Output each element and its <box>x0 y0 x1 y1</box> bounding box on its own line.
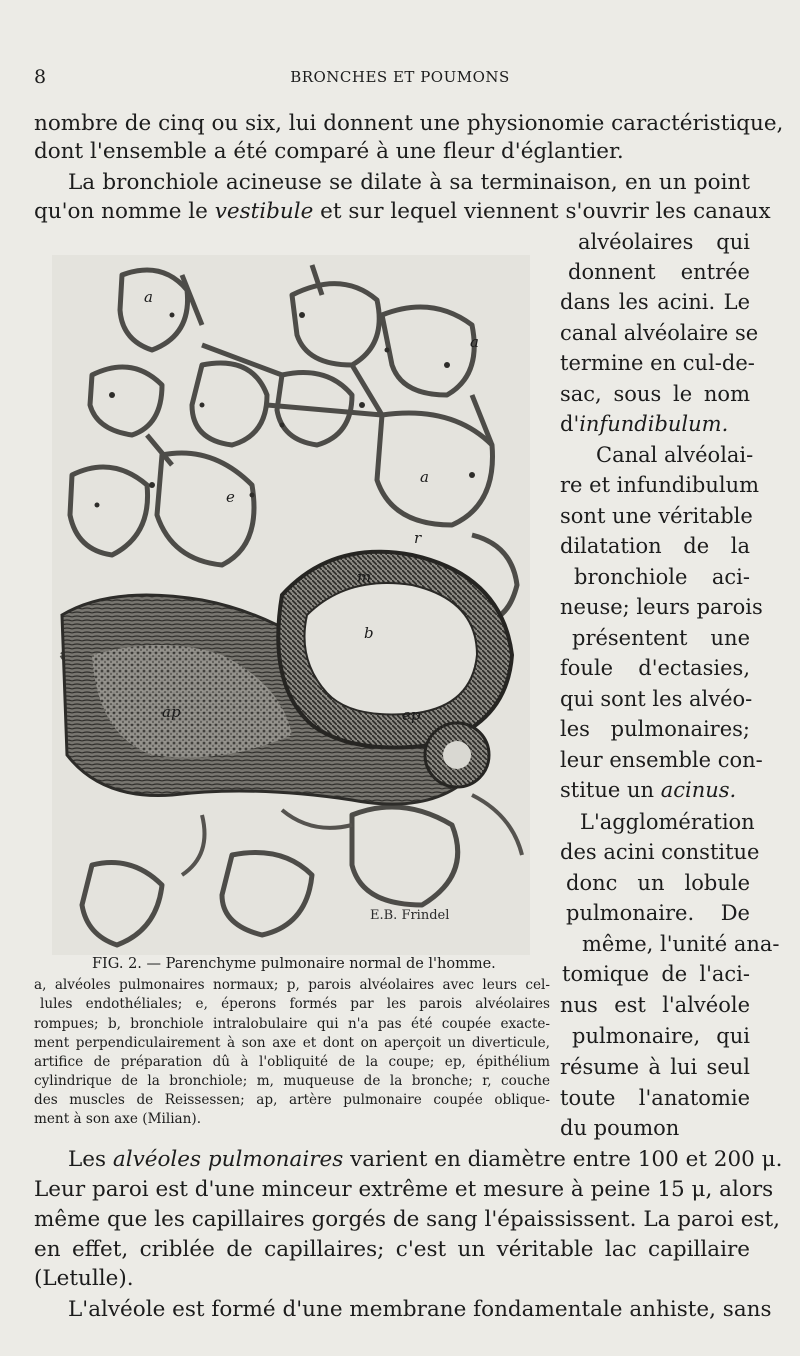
column-line: toute l'anatomie <box>560 1086 750 1110</box>
caption-line: lules endothéliales; e, éperons formés par les parois alvéolaires <box>40 996 550 1012</box>
column-line: même, l'unité ana- <box>582 932 780 956</box>
text-line: en effet, criblée de capillaires; c'est un véritable lac capillaire <box>34 1237 750 1262</box>
page-number: 8 <box>34 66 47 88</box>
lung-tissue-illustration <box>52 255 530 955</box>
column-line: du poumon <box>560 1116 680 1140</box>
label-b: b <box>364 624 374 642</box>
column-line: les pulmonaires; <box>560 717 750 741</box>
column-line: foule d'ectasies, <box>560 656 750 680</box>
column-line: pulmonaire, qui <box>572 1024 750 1048</box>
term-acinus: acinus. <box>660 778 737 802</box>
label-m: m <box>357 568 372 586</box>
column-line: stitue un acinus. <box>560 778 737 802</box>
term-vestibule: vestibule <box>214 199 314 224</box>
caption-line: rompues; b, bronchiole intralobulaire qui n'a pas été coupée exacte- <box>34 1016 550 1032</box>
label-ep: ep <box>402 706 421 724</box>
column-line: résume à lui seul <box>560 1055 750 1079</box>
column-line: dilatation de la <box>560 534 750 558</box>
column-line: canal alvéolaire se <box>560 321 759 345</box>
label-a: a <box>470 333 479 351</box>
column-line: re et infundibulum <box>560 473 760 497</box>
column-line: d'infundibulum. <box>560 412 729 436</box>
term-alveoles: alvéoles pulmonaires <box>112 1147 344 1172</box>
column-line: L'agglomération <box>580 810 755 834</box>
caption-line: artifice de préparation dû à l'obliquité de la coupe; ep, épithélium <box>34 1054 550 1070</box>
column-line: présentent une <box>572 626 750 650</box>
column-line: des acini constitue <box>560 840 760 864</box>
column-line: qui sont les alvéo- <box>560 687 753 711</box>
column-line: sac, sous le nom <box>560 382 750 406</box>
column-line: donc un lobule <box>566 871 750 895</box>
running-title: BRONCHES ET POUMONS <box>290 68 510 86</box>
column-line: bronchiole aci- <box>574 565 750 589</box>
page-header <box>30 66 770 92</box>
text-line: qu'on nomme le vestibule et sur lequel viennent s'ouvrir les canaux <box>34 199 771 224</box>
label-ap: ap <box>162 703 181 721</box>
label-e: e <box>226 488 235 506</box>
label-a: a <box>420 468 429 486</box>
caption-line: ment à son axe (Milian). <box>34 1111 202 1127</box>
column-line: alvéolaires qui <box>578 230 750 254</box>
column-line: donnent entrée <box>568 260 750 284</box>
column-line: pulmonaire. De <box>566 901 750 925</box>
caption-line: des muscles de Reissessen; ap, artère pulmonaire coupée oblique- <box>34 1092 550 1108</box>
column-line: tomique de l'aci- <box>562 962 750 986</box>
column-line: neuse; leurs parois <box>560 595 763 619</box>
cell-nuclei <box>95 312 476 508</box>
text-line: dont l'ensemble a été comparé à une fleur d'églantier. <box>34 139 624 164</box>
text-line: nombre de cinq ou six, lui donnent une physionomie caractéristique, <box>34 111 784 136</box>
figure-caption-title: FIG. 2. — Parenchyme pulmonaire normal de l'homme. <box>92 956 496 972</box>
text-line: L'alvéole est formé d'une membrane fondamentale anhiste, sans <box>68 1297 772 1322</box>
text-line: (Letulle). <box>34 1266 134 1291</box>
caption-line: cylindrique de la bronchiole; m, muqueuse de la bronche; r, couche <box>34 1073 550 1089</box>
bronchiole-lumen <box>305 583 478 714</box>
column-line: sont une véritable <box>560 504 753 528</box>
text-line: même que les capillaires gorgés de sang l'épaississent. La paroi est, <box>34 1207 780 1232</box>
caption-line: a, alvéoles pulmonaires normaux; p, parois alvéolaires avec leurs cel- <box>34 977 550 993</box>
column-line: leur ensemble con- <box>560 748 763 772</box>
text-line: La bronchiole acineuse se dilate à sa terminaison, en un point <box>68 170 750 195</box>
column-line: nus est l'alvéole <box>560 993 750 1017</box>
caption-line: ment perpendiculairement à son axe et dont on aperçoit un diverticule, <box>34 1035 550 1051</box>
engraver-signature: E.B. Frindel <box>370 908 450 923</box>
text-line: Leur paroi est d'une minceur extrême et mesure à peine 15 μ, alors <box>34 1177 774 1202</box>
column-line: dans les acini. Le <box>560 290 750 314</box>
histology-figure <box>52 255 530 955</box>
label-a: a <box>144 288 153 306</box>
label-r: r <box>414 529 422 547</box>
column-line: Canal alvéolai- <box>596 443 754 467</box>
term-infundibulum: infundibulum. <box>579 412 729 436</box>
text-line: Les alvéoles pulmonaires varient en diamètre entre 100 et 200 μ. <box>68 1147 783 1172</box>
column-line: termine en cul-de- <box>560 351 755 375</box>
